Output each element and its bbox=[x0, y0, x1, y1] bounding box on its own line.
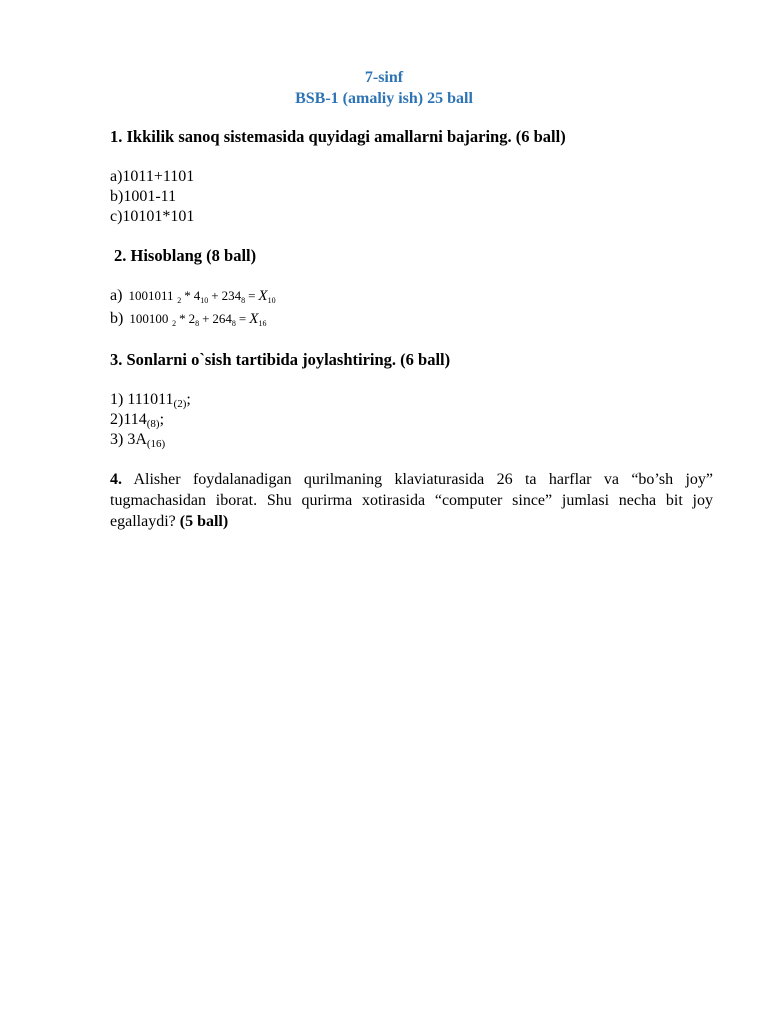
q1-heading: 1. Ikkilik sanoq sistemasida quyidagi amallarni bajaring. (6 ball) bbox=[110, 127, 566, 146]
q1-item-b: b)1001-11 bbox=[110, 188, 177, 205]
q2-a-variable-base: 10 bbox=[267, 296, 276, 305]
q2-b-variable: X bbox=[249, 311, 259, 327]
q2-a-op-1: * bbox=[184, 288, 191, 303]
q3-item-3 bbox=[110, 430, 165, 454]
q2-b-number-2: 2 bbox=[188, 311, 196, 326]
grade-title: 7-sinf bbox=[364, 69, 404, 86]
q2-a-number-1: 1001011 bbox=[128, 288, 174, 303]
q3-item-3-number: 3) 3A bbox=[110, 431, 147, 448]
q2-b-number-3: 264 bbox=[212, 311, 232, 326]
q3-item-2-base: (8) bbox=[146, 418, 160, 430]
q3-item-2-suffix: ; bbox=[159, 411, 165, 428]
q2-a-equals: = bbox=[248, 288, 256, 303]
q2-a-number-2: 4 bbox=[193, 288, 201, 303]
q2-heading: 2. Hisoblang (8 ball) bbox=[114, 246, 257, 265]
q3-heading: 3. Sonlarni o`sish tartibida joylashtiring. (6 ball) bbox=[110, 350, 451, 369]
q2-expression-b bbox=[110, 309, 266, 334]
q2-a-base-3: 8 bbox=[241, 296, 246, 305]
q2-b-base-1: 2 bbox=[172, 319, 177, 328]
q4-text-part-1: Alisher foydalanadigan qurilmaning klaviaturasida 26 ta harflar va “bo’sh joy” tugmachasidan iborat. bbox=[110, 471, 713, 509]
q2-b-variable-base: 16 bbox=[258, 319, 267, 328]
q2-b-base-3: 8 bbox=[231, 319, 236, 328]
assignment-title: BSB-1 (amaliy ish) 25 ball bbox=[295, 90, 473, 107]
q4-text-part-3: necha bit joy egallaydi? bbox=[110, 492, 713, 530]
q4-points: (5 ball) bbox=[179, 513, 229, 530]
q3-item-3-base: (16) bbox=[146, 438, 166, 450]
q3-item-2-number: 2)114 bbox=[110, 411, 147, 428]
q4-number: 4. bbox=[110, 471, 122, 488]
q1-item-c: c)10101*101 bbox=[110, 208, 195, 225]
q2-b-op-1: * bbox=[179, 311, 186, 326]
q3-item-1-suffix: ; bbox=[186, 391, 191, 408]
q2-a-op-2: + bbox=[211, 288, 219, 303]
q2-b-op-2: + bbox=[202, 311, 210, 326]
q2-a-number-3: 234 bbox=[221, 288, 242, 303]
q3-item-1-base: (2) bbox=[173, 398, 187, 410]
q2-a-base-2: 10 bbox=[200, 296, 209, 305]
q1-item-a: a)1011+1101 bbox=[110, 168, 195, 185]
q2-a-variable: X bbox=[258, 288, 268, 304]
q2-b-number-1: 100100 bbox=[129, 311, 169, 326]
q4-paragraph bbox=[110, 469, 713, 532]
q2-expression-a bbox=[110, 286, 276, 311]
q3-item-1-number: 1) 111011 bbox=[110, 391, 174, 408]
q4-text-part-2: Shu qurirma xotirasida “computer since” jumlasi bbox=[266, 492, 610, 509]
q2-a-base-1: 2 bbox=[177, 296, 182, 305]
q2-a-label: a) bbox=[110, 287, 123, 304]
q2-b-label: b) bbox=[110, 310, 124, 327]
q2-b-base-2: 8 bbox=[195, 319, 200, 328]
q2-b-equals: = bbox=[238, 311, 247, 326]
